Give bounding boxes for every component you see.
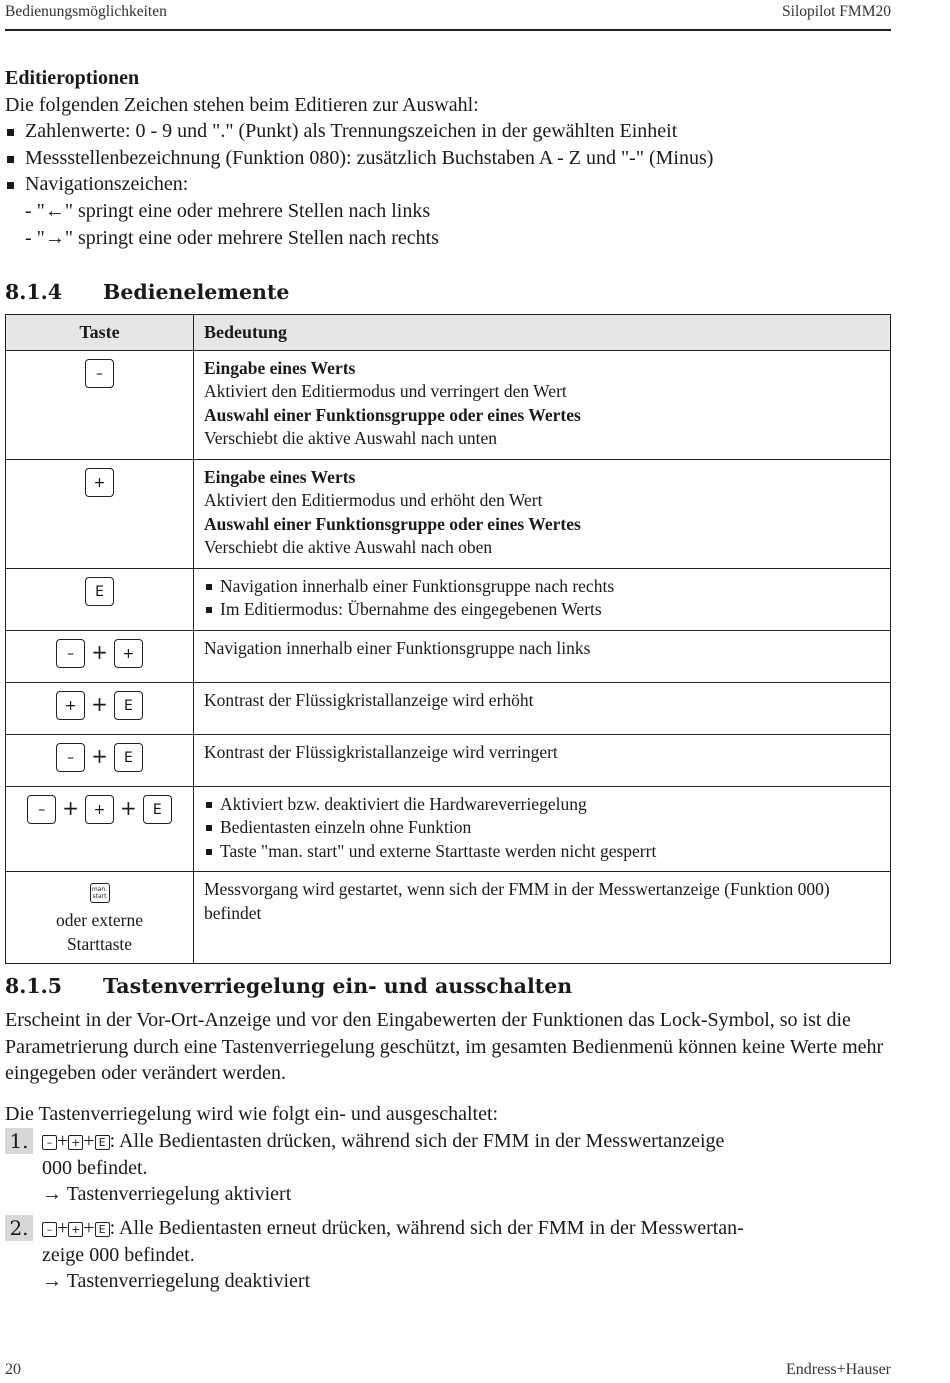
meaning-bullet: Aktiviert bzw. deaktiviert die Hardwareverriegelung xyxy=(204,793,880,817)
key-cell xyxy=(6,568,194,630)
plus-key-icon: + xyxy=(68,1135,83,1150)
col-header-key: Taste xyxy=(6,315,194,351)
step-text: zeige 000 befindet. xyxy=(42,1243,195,1266)
bullet-item: Messstellenbezeichnung (Funktion 080): zusätzlich Buchstaben A - Z und "-" (Minus) xyxy=(5,145,895,172)
table-row xyxy=(6,630,891,682)
edit-options-intro: Die folgenden Zeichen stehen beim Editieren zur Auswahl: xyxy=(5,93,479,116)
key-cell xyxy=(6,630,194,682)
meaning-heading: Auswahl einer Funktionsgruppe oder eines Wertes xyxy=(204,513,581,534)
step-number: 2. xyxy=(5,1215,33,1241)
e-key-icon: E xyxy=(95,1135,110,1150)
footer-brand: Endress+Hauser xyxy=(786,1361,891,1378)
meaning-cell xyxy=(194,568,891,630)
start-key-caption: oder externe Starttaste xyxy=(56,910,143,954)
meaning-bullet: Navigation innerhalb einer Funktionsgruppe nach rechts xyxy=(204,575,880,599)
section-title: Tastenverriegelung ein- und ausschalten xyxy=(103,974,573,998)
e-key-icon: E xyxy=(143,795,172,824)
bullet-item: Zahlenwerte: 0 - 9 und "." (Punkt) als Trennungszeichen in der gewählten Einheit xyxy=(5,118,895,145)
table-header-row xyxy=(6,315,891,351)
edit-options-block xyxy=(5,65,895,251)
plus-sign: + xyxy=(91,640,108,665)
plus-sign: + xyxy=(91,692,108,717)
meaning-heading: Auswahl einer Funktionsgruppe oder eines Wertes xyxy=(204,404,581,425)
header-left: Bedienungsmöglichkeiten xyxy=(5,3,167,20)
nav-sub-item: - "←" springt eine oder mehrere Stellen nach links xyxy=(25,199,431,222)
plus-sign: + xyxy=(62,796,79,821)
step-item: – + + + E : Alle Bedientasten drücken, während sich der FMM in der Messwertanzeige 000 befindet. → Tastenverriegelung aktiviert xyxy=(42,1128,892,1208)
operating-elements-table xyxy=(5,314,891,964)
plus-key-icon: + xyxy=(85,795,114,824)
start-key-label-bottom: start xyxy=(92,893,107,900)
meaning-bullet: Im Editiermodus: Übernahme des eingegebenen Werts xyxy=(204,598,880,622)
step-item: – + + + E : Alle Bedientasten erneut drücken, während sich der FMM in der Messwertan- zeige 000 befindet. → Tastenverriegelung deaktiviert xyxy=(42,1215,892,1295)
table-row xyxy=(6,459,891,568)
plus-sign: + xyxy=(120,796,137,821)
e-key-icon: E xyxy=(114,691,143,720)
page-number: 20 xyxy=(5,1361,21,1378)
meaning-cell: Kontrast der Flüssigkristallanzeige wird erhöht xyxy=(194,682,891,734)
meaning-text: Aktiviert den Editiermodus und verringert den Wert xyxy=(204,381,567,401)
e-key-icon: E xyxy=(114,743,143,772)
meaning-text: Aktiviert den Editiermodus und erhöht den Wert xyxy=(204,490,543,510)
step-text: : Alle Bedientasten erneut drücken, während sich der FMM in der Messwertan- xyxy=(109,1217,744,1239)
lock-paragraph: Erscheint in der Vor-Ort-Anzeige und vor den Eingabewerten der Funktionen das Lock-Symbol, so ist die Parametrierung durch eine Tastenverriegelung geschützt, im gesamten Bedienmenü können keine Werte mehr eingegeben oder verändert werden. xyxy=(5,1009,884,1085)
meaning-bullet: Bedientasten einzeln ohne Funktion xyxy=(204,816,880,840)
header-rule xyxy=(5,29,891,31)
table-row xyxy=(6,682,891,734)
table-row xyxy=(6,350,891,459)
meaning-heading: Eingabe eines Werts xyxy=(204,466,356,487)
key-cell xyxy=(6,872,194,964)
key-cell xyxy=(6,786,194,872)
man-start-key-icon xyxy=(90,883,110,903)
plus-sign: + xyxy=(91,744,108,769)
meaning-text: Verschiebt die aktive Auswahl nach oben xyxy=(204,537,493,557)
header-right: Silopilot FMM20 xyxy=(782,3,891,20)
step-result: → Tastenverriegelung aktiviert xyxy=(42,1183,292,1206)
key-cell xyxy=(6,350,194,459)
step-number: 1. xyxy=(5,1128,33,1154)
step-text: : Alle Bedientasten drücken, während sich der FMM in der Messwertanzeige xyxy=(109,1130,725,1152)
nav-sub-item: - "→" springt eine oder mehrere Stellen nach rechts xyxy=(25,226,439,249)
start-key-label-top: man. xyxy=(91,886,108,893)
section-number: 8.1.4 xyxy=(5,280,63,304)
key-cell xyxy=(6,682,194,734)
col-header-meaning: Bedeutung xyxy=(194,315,891,351)
meaning-cell: Navigation innerhalb einer Funktionsgruppe nach links xyxy=(194,630,891,682)
minus-key-icon: – xyxy=(42,1222,57,1237)
plus-key-icon: + xyxy=(85,468,114,497)
minus-key-icon: – xyxy=(27,795,56,824)
key-cell xyxy=(6,734,194,786)
plus-key-icon: + xyxy=(114,639,143,668)
lock-intro: Die Tastenverriegelung wird wie folgt ein- und ausgeschaltet: xyxy=(5,1103,499,1125)
meaning-cell: Messvorgang wird gestartet, wenn sich der FMM in der Messwertanzeige (Funktion 000) befindet xyxy=(194,872,891,964)
bullet-item: Navigationszeichen: xyxy=(5,171,895,198)
e-key-icon: E xyxy=(95,1222,110,1237)
minus-key-icon: – xyxy=(85,359,114,388)
table-row xyxy=(6,568,891,630)
key-cell xyxy=(6,459,194,568)
table-row xyxy=(6,734,891,786)
table-row xyxy=(6,872,891,964)
meaning-cell xyxy=(194,459,891,568)
minus-key-icon: – xyxy=(56,743,85,772)
meaning-cell: Kontrast der Flüssigkristallanzeige wird verringert xyxy=(194,734,891,786)
section-title: Bedienelemente xyxy=(103,280,290,304)
meaning-cell xyxy=(194,350,891,459)
section-number: 8.1.5 xyxy=(5,974,63,998)
e-key-icon: E xyxy=(85,577,114,606)
meaning-bullet: Taste "man. start" und externe Starttaste werden nicht gesperrt xyxy=(204,840,880,864)
minus-key-icon: – xyxy=(42,1135,57,1150)
table-row xyxy=(6,786,891,872)
edit-options-title: Editieroptionen xyxy=(5,67,140,89)
plus-key-icon: + xyxy=(68,1222,83,1237)
plus-key-icon: + xyxy=(56,691,85,720)
step-text: 000 befindet. xyxy=(42,1156,148,1179)
step-result: → Tastenverriegelung deaktiviert xyxy=(42,1270,311,1293)
meaning-heading: Eingabe eines Werts xyxy=(204,357,356,378)
minus-key-icon: – xyxy=(56,639,85,668)
meaning-text: Verschiebt die aktive Auswahl nach unten xyxy=(204,428,498,448)
meaning-cell xyxy=(194,786,891,872)
